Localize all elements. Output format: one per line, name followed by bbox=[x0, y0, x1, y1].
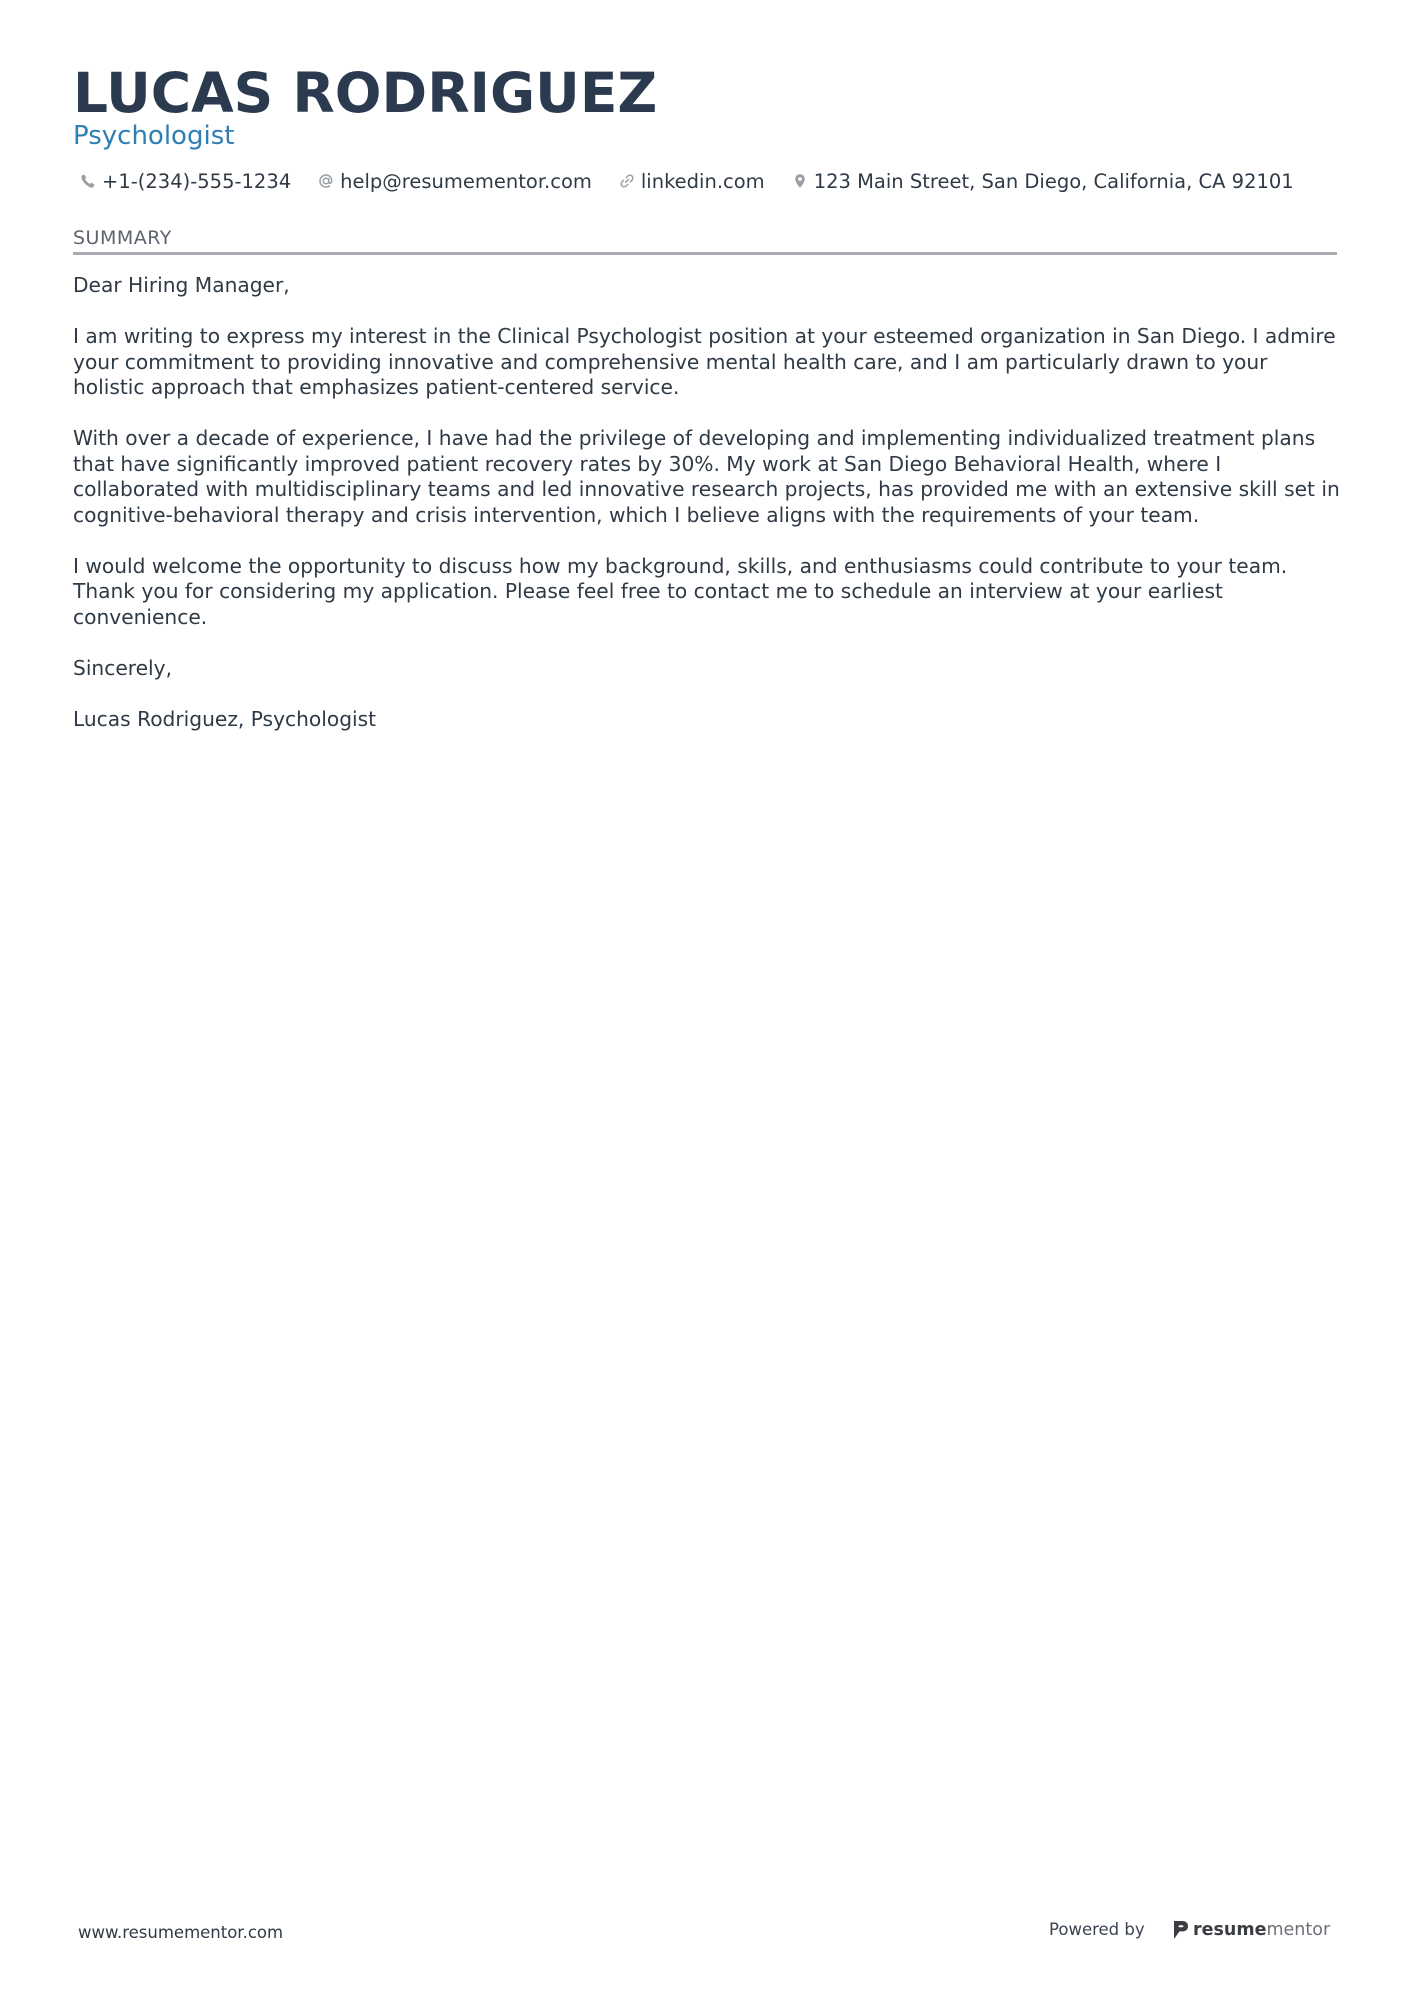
section-divider bbox=[73, 252, 1337, 255]
logo-text-light: mentor bbox=[1266, 1920, 1331, 1940]
logo-text-bold: resume bbox=[1193, 1920, 1267, 1940]
contact-address-text: 123 Main Street, San Diego, California, CA 92101 bbox=[813, 169, 1294, 193]
footer-website-link[interactable]: www.resumementor.com bbox=[78, 1923, 284, 1942]
letter-paragraph: I am writing to express my interest in the Clinical Psychologist position at your esteemed organization in San Diego. I admire your commitment to providing innovative and comprehensive mental health care, and I am particularly drawn to your holistic approach that emphasizes patient-centered service. bbox=[73, 324, 1336, 399]
job-title: Psychologist bbox=[73, 121, 235, 151]
contact-email-text: help@resumementor.com bbox=[340, 169, 592, 193]
link-icon bbox=[619, 173, 635, 189]
letter-salutation: Dear Hiring Manager, bbox=[73, 273, 290, 297]
cover-letter-body bbox=[73, 273, 1341, 758]
contact-email[interactable] bbox=[318, 170, 592, 193]
letter-paragraph: I would welcome the opportunity to discuss how my background, skills, and enthusiasms could contribute to your team. Thank you for considering my application. Please feel free to contact me to schedule an interview at your earliest convenience. bbox=[73, 553, 1288, 629]
letter-closing: Sincerely, bbox=[73, 655, 172, 680]
contact-website[interactable] bbox=[619, 170, 765, 193]
at-sign-icon bbox=[318, 173, 334, 189]
contact-phone-text: +1-(234)-555-1234 bbox=[102, 169, 292, 193]
contact-phone[interactable] bbox=[80, 170, 291, 193]
resumementor-logo[interactable] bbox=[1172, 1916, 1330, 1944]
candidate-name: LUCAS RODRIGUEZ bbox=[73, 61, 658, 125]
phone-icon bbox=[80, 173, 96, 189]
footer-powered-by: Powered by bbox=[1049, 1920, 1145, 1939]
section-heading-summary: SUMMARY bbox=[73, 227, 172, 249]
contact-row bbox=[80, 166, 1294, 196]
contact-website-text: linkedin.com bbox=[640, 169, 765, 193]
resumementor-logo-icon bbox=[1172, 1919, 1190, 1941]
letter-signature: Lucas Rodriguez, Psychologist bbox=[73, 706, 377, 731]
letter-paragraph: With over a decade of experience, I have had the privilege of developing and implementing individualized treatment plans that have significantly improved patient recovery rates by 30%. My work at San Diego Behavioral Health, where I collaborated with multidisciplinary teams and led innovative research projects, has provided me with an extensive skill set in cognitive-behavioral therapy and crisis intervention, which I believe aligns with the requirements of your team. bbox=[73, 426, 1340, 527]
contact-address bbox=[792, 170, 1294, 193]
location-pin-icon bbox=[792, 173, 808, 189]
